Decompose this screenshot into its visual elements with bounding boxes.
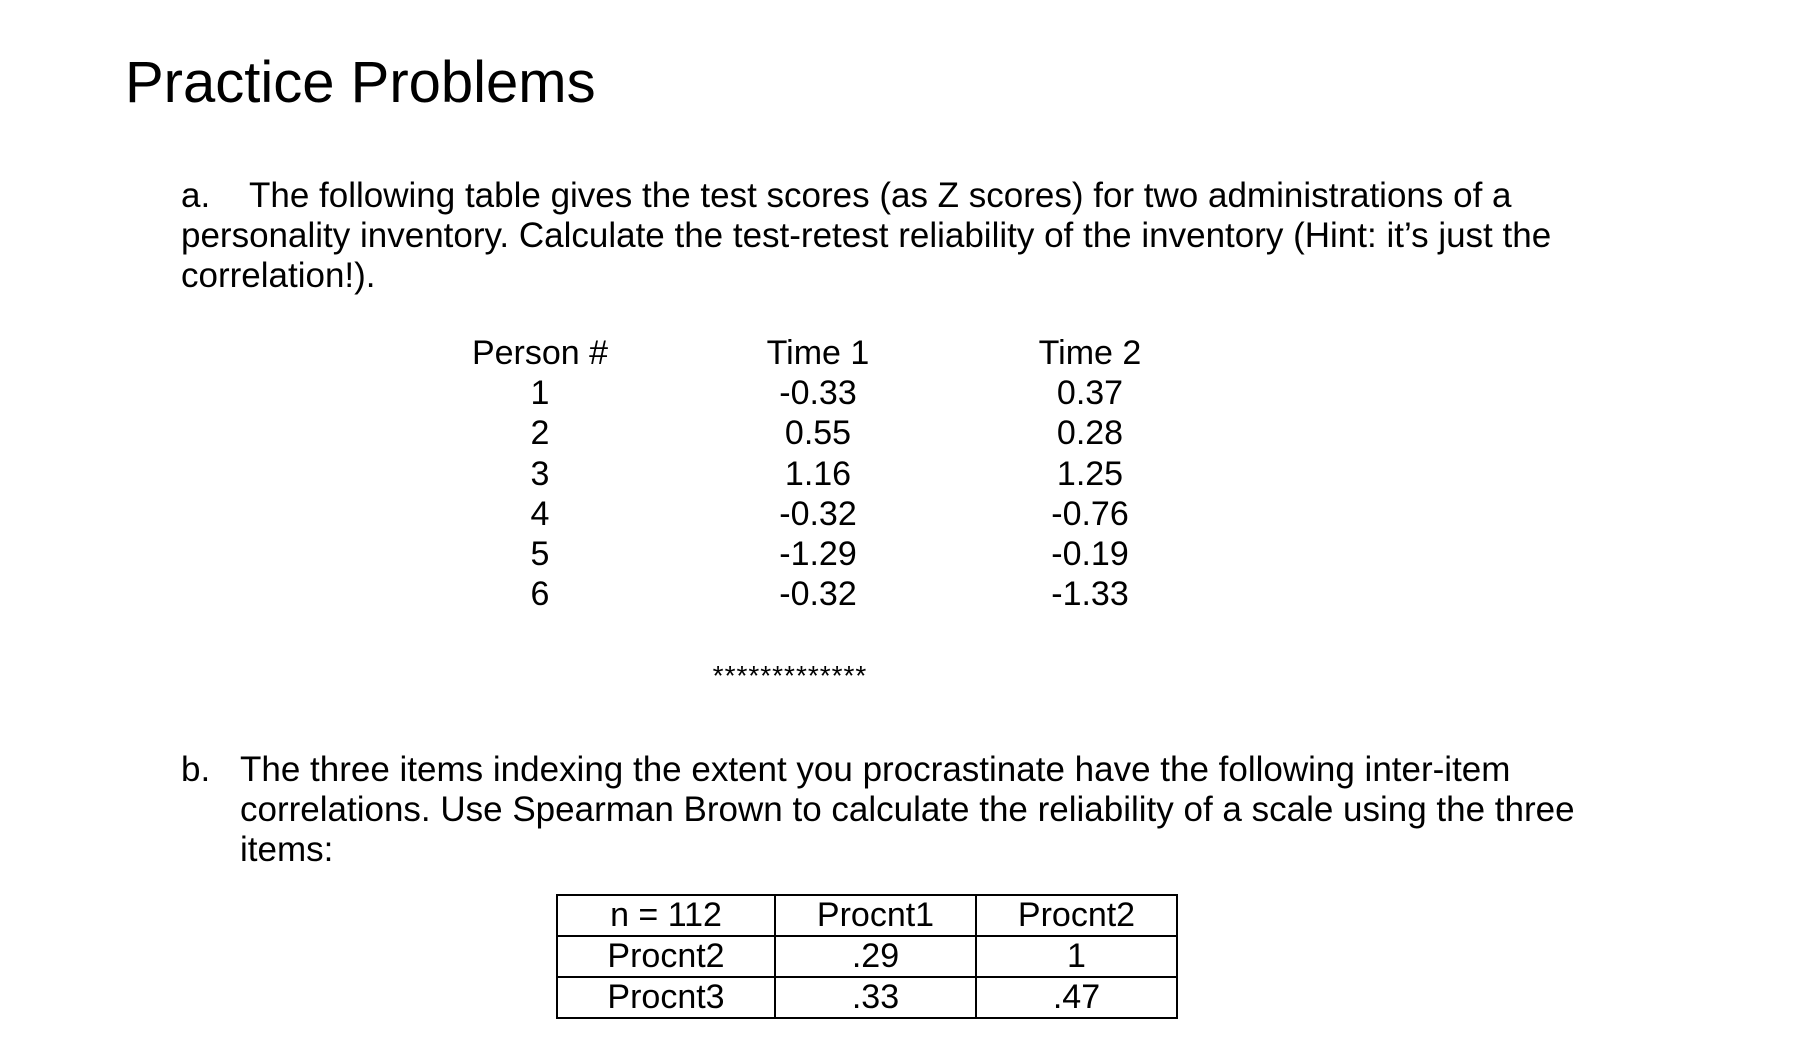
problem-a-text: The following table gives the test scores (as Z scores) for two administrations of a personality inventory. Calculate the test-retest reliability of the inventory (Hint: it’s just the correlation!). (181, 176, 1552, 295)
column-header-person: Person # (471, 334, 609, 372)
table-row (557, 936, 1177, 977)
column-header-time1: Time 1 (766, 334, 870, 372)
time2-cell: -0.19 (1051, 535, 1129, 574)
person-cell: 4 (530, 494, 550, 533)
time2-cell: 0.37 (1056, 374, 1124, 413)
column-time1 (733, 333, 903, 614)
table-cell: Procnt2 (557, 936, 775, 977)
problem-b-paragraph (181, 750, 1601, 870)
time1-cell: -0.32 (779, 575, 857, 614)
table-cell: .33 (775, 977, 976, 1018)
page-title: Practice Problems (125, 50, 596, 115)
time1-cell: -0.32 (779, 494, 857, 533)
time2-cell: -1.33 (1051, 575, 1129, 614)
table-cell: 1 (976, 936, 1177, 977)
person-cell: 6 (530, 575, 550, 614)
person-cell: 5 (530, 535, 550, 574)
person-cell: 1 (530, 374, 550, 413)
problem-b-letter: b. (181, 750, 211, 789)
time1-cell: 0.55 (784, 414, 852, 453)
table-cell: .47 (976, 977, 1177, 1018)
table-row (557, 977, 1177, 1018)
person-cell: 3 (530, 454, 550, 493)
correlation-table (556, 894, 1178, 1019)
problem-b-text: The three items indexing the extent you procrastinate have the following inter-item correlations. Use Spearman Brown to calculate the reliability of a scale using the three items: (240, 750, 1575, 869)
time1-cell: -0.33 (779, 374, 857, 413)
column-header-time2: Time 2 (1038, 334, 1142, 372)
table-cell: .29 (775, 936, 976, 977)
asterisk-separator: ************* (712, 660, 868, 691)
table-row (557, 895, 1177, 936)
table-cell: Procnt3 (557, 977, 775, 1018)
time2-cell: 0.28 (1056, 414, 1124, 453)
problem-a-paragraph (181, 176, 1601, 296)
person-cell: 2 (530, 414, 550, 453)
column-time2 (1005, 333, 1175, 614)
time1-cell: 1.16 (784, 454, 852, 493)
time2-cell: -0.76 (1051, 494, 1129, 533)
table-header-cell: Procnt2 (976, 895, 1177, 936)
table-header-cell: Procnt1 (775, 895, 976, 936)
time1-cell: -1.29 (779, 535, 857, 574)
column-person (445, 333, 635, 614)
problem-a-letter: a. (181, 176, 211, 215)
time2-cell: 1.25 (1056, 454, 1124, 493)
table-header-cell: n = 112 (557, 895, 775, 936)
